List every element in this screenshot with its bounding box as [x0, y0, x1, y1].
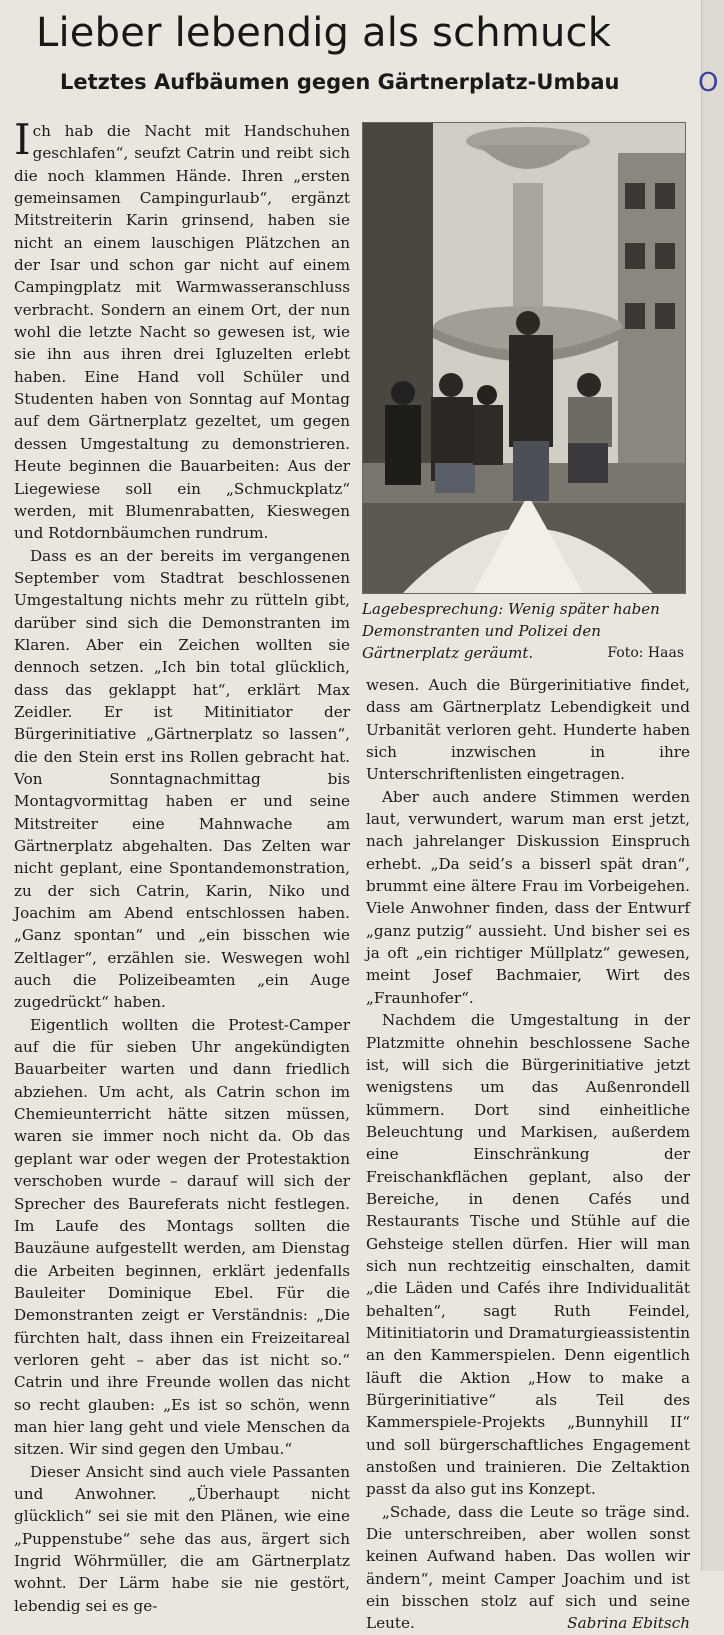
paragraph: [14, 115, 350, 545]
paragraph-text: „Schade, dass die Leute so träge sind. Die unterschreiben, aber wollen sonst keinen Aufwand haben. Das wollen wir ändern“, meint Camper Joachim und ist ein bisschen stolz auf sich und seine Leute.: [366, 1502, 690, 1633]
paragraph-text: ch hab die Nacht mit Handschuhen geschlafen“, seufzt Catrin und reibt sich die noch klammen Hände. Ihren „ersten gemeinsamen Campingurlaub“, ergänzt Mitstreiterin Karin grinsend, haben sie nicht an einem lauschigen Plätzchen an der Isar und schon gar nicht auf einem Campingplatz mit Warmwasseranschluss verbracht. Sondern an einem Ort, der nun wohl die letzte Nacht so gewesen ist, wie sie ihn aus ihren drei Igluzelten erlebt haben. Eine Hand voll Schüler und Studenten haben von Sonntag auf Montag auf dem Gärtnerplatz gezeltet, um gegen dessen Umgestaltung zu demonstrieren. Heute beginnen die Bauarbeiten: Aus der Liegewiese soll ein „Schmuckplatz“ werden, mit Blumenrabatten, Kieswegen und Rotdornbäumchen rundrum.: [14, 122, 350, 543]
margin-pen-mark: O: [698, 68, 719, 98]
caption-text: Lagebesprechung: Wenig später haben Demonstranten und Polizei den Gärtnerplatz geräumt.: [362, 600, 660, 662]
article-column-left: [14, 115, 350, 1617]
paragraph: [366, 1501, 690, 1635]
paragraph: Aber auch andere Stimmen werden laut, verwundert, warum man erst jetzt, nach jahrelanger Diskussion Einspruch erhebt. „Da seid’s a bisserl spät dran“, brummt eine ältere Frau im Vorbeigehen. Viele Anwohner finden, dass der Entwurf „ganz putzig“ aussieht. Und bisher sei es ja oft „ein richtiger Müllplatz“ gewesen, meint Josef Bachmaier, Wirt des „Fraunhofer“.: [366, 787, 690, 1007]
photo-credit: Foto: Haas: [607, 645, 684, 661]
drop-cap: I: [14, 115, 31, 164]
photo-caption: [362, 598, 684, 664]
article-column-right: [366, 674, 690, 1635]
fountain-photo-illustration: [363, 123, 685, 593]
news-photo: [362, 122, 686, 594]
page-edge: [701, 0, 724, 1571]
headline: Lieber lebendig als schmuck: [36, 10, 612, 56]
subheadline: Letztes Aufbäumen gegen Gärtnerplatz-Umbau: [60, 70, 620, 94]
paragraph: Eigentlich wollten die Protest-Camper auf die für sieben Uhr angekündigten Bauarbeiter warten und dann friedlich abziehen. Um acht, als Catrin schon im Chemieunterricht hätte sitzen müssen, waren sie immer noch nicht da. Ob das geplant war oder wegen der Protestaktion verschoben wurde – darauf will sich der Sprecher des Baureferats nicht festlegen. Im Laufe des Montags sollten die Bauzäune aufgestellt werden, am Dienstag die Arbeiten beginnen, erklärt jedenfalls Bauleiter Dominique Ebel. Für die Demonstranten zeigt er Verständnis: „Die fürchten halt, dass ihnen ein Freizeitareal verloren geht – aber das ist nicht so.“ Catrin und ihre Freunde wollen das nicht so recht glauben: „Es ist so schön, wenn man hier lang geht und viele Menschen da sitzen. Wir sind gegen den Umbau.“: [14, 1015, 350, 1459]
paragraph: Dass es an der bereits im vergangenen September vom Stadtrat beschlossenen Umgestaltung nichts mehr zu rütteln gibt, darüber sind sich die Demonstranten im Klaren. Aber ein Zeichen wollten sie dennoch setzen. „Ich bin total glücklich, dass das geklappt hat“, erklärt Max Zeidler. Er ist Mitinitiator der Bürgerinitiative „Gärtnerplatz so lassen“, die den Stein erst ins Rollen gebracht hat. Von Sonntagnachmittag bis Montagvormittag haben er und seine Mitstreiter eine Mahnwache am Gärtnerplatz abgehalten. Das Zelten war nicht geplant, eine Spontandemonstration, zu der sich Catrin, Karin, Niko und Joachim am Abend entschlossen haben. „Ganz spontan“ und „ein bisschen wie Zeltlager“, erzählen sie. Weswegen wohl auch die Polizeibeamten „ein Auge zugedrückt“ haben.: [14, 546, 350, 1012]
paragraph: wesen. Auch die Bürgerinitiative findet, dass am Gärtnerplatz Lebendigkeit und Urbanität verloren geht. Hunderte haben sich inzwischen in ihre Unterschriftenlisten eingetragen.: [366, 676, 690, 784]
paragraph: Dieser Ansicht sind auch viele Passanten und Anwohner. „Überhaupt nicht glücklich“ sei sie mit den Plänen, wie eine „Puppenstube“ sehe das aus, ärgert sich Ingrid Wöhrmüller, die am Gärtnerplatz wohnt. Der Lärm habe sie nie gestört, lebendig sei es ge-: [14, 1462, 350, 1615]
author-byline: Sabrina Ebitsch: [567, 1614, 690, 1633]
paragraph: Nachdem die Umgestaltung in der Platzmitte ohnehin beschlossene Sache ist, will sich die Bürgerinitiative jetzt wenigstens um das Außenrondell kümmern. Dort sind einheitliche Beleuchtung und Markisen, außerdem eine Einschränkung der Freischankflächen geplant, also der Bereiche, in denen Cafés und Restaurants Tische und Stühle auf die Gehsteige stellen dürfen. Hier will man sich nun rechtzeitig einschalten, damit „die Läden und Cafés ihre Individualität behalten“, sagt Ruth Feindel, Mitinitiatorin und Dramaturgieassistentin an den Kammerspielen. Denn eigentlich läuft die Aktion „How to make a Bürgerinitiative“ als Teil des Kammerspiele-Projekts „Bunnyhill II“ und soll bürgerschaftliches Engagement anstoßen und trainieren. Die Zeltaktion passt da also gut ins Konzept.: [366, 1011, 690, 1499]
